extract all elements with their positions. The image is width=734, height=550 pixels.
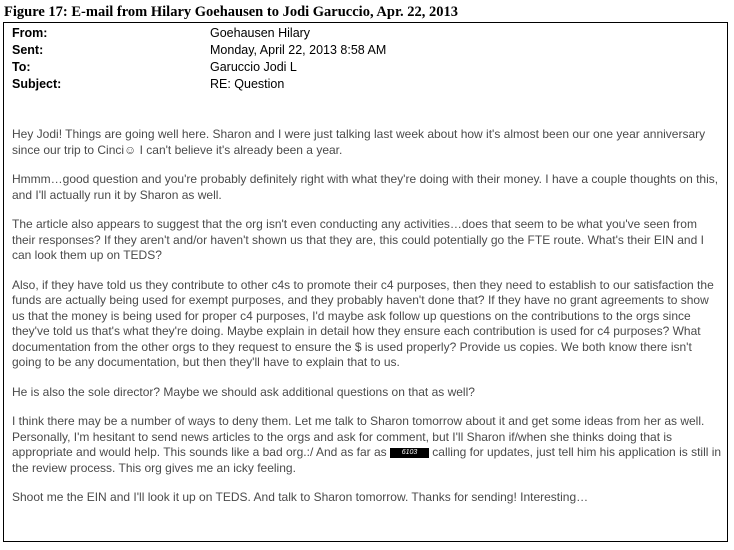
paragraph-question: Hmmm…good question and you're probably definitely right with what they're doing with their money. I have a couple thoughts on this, and I'll actually run it by Sharon as well. (12, 172, 719, 202)
subject-label: Subject: (12, 77, 62, 91)
from-label: From: (12, 26, 48, 40)
paragraph-deny (12, 414, 722, 476)
to-value: Garuccio Jodi L (210, 60, 297, 74)
email-frame (3, 22, 728, 542)
paragraph-closing: Shoot me the EIN and I'll look it up on TEDS. And talk to Sharon tomorrow. Thanks for sending! Interesting… (12, 490, 589, 504)
paragraph-deny-text-1: I think there may be a number of ways to deny them. Let me talk to Sharon tomorrow about it and get some ideas from her as well. Personally, I'm hesitant to send news articles to the orgs and ask for comment, but I'll Sharon if/when she thinks doing that is appropriate and would help. This sounds like a bad org.:/ And as far as (12, 414, 705, 459)
paragraph-deny-text-2: calling for updates, just tell him his application is still in the review process. This org gives me an icky feeling. (12, 445, 722, 475)
redaction-box: 6103 (390, 448, 430, 458)
from-row (12, 25, 386, 42)
paragraph-contributions: Also, if they have told us they contribute to other c4s to promote their c4 purposes, then they need to establish to our satisfaction the funds are actually being used for exempt purposes, and they probably haven't done that? If they have no grant agreements to show us that the money is being used for proper c4 purposes, I'd maybe ask follow up questions on the contributions to the orgs since they've told us that's what they're doing. Maybe explain in detail how they ensure each contribution is used for c4 purposes? What documentation from the other orgs to they request to ensure the $ is used properly? Provide us copies. We both know there isn't going to be any documentation, but then they'll have to explain that to us. (12, 277, 714, 369)
sent-row (12, 42, 386, 59)
sent-value: Monday, April 22, 2013 8:58 AM (210, 43, 387, 57)
subject-value: RE: Question (210, 77, 285, 91)
sent-label: Sent: (12, 43, 44, 57)
paragraph-article: The article also appears to suggest that the org isn't even conducting any activities…does that seem to be what you've seen from their responses? If they aren't and/or haven't shown us that they are, this could potentially go the FTE route. What's their EIN and I can look them up on TEDS? (12, 217, 704, 262)
paragraph-director: He is also the sole director? Maybe we should ask additional questions on that as well? (12, 384, 475, 399)
to-label: To: (12, 60, 31, 74)
subject-row (12, 76, 386, 93)
paragraph-greeting: Hey Jodi! Things are going well here. Sharon and I were just talking last week about how it's almost been our one year anniversary since our trip to Cinci☺ I can't believe it's already been a year. (12, 127, 706, 157)
to-row (12, 59, 386, 76)
figure-title: Figure 17: E-mail from Hilary Goehausen to Jodi Garuccio, Apr. 22, 2013 (4, 4, 459, 20)
from-value: Goehausen Hilary (210, 26, 311, 40)
email-header (12, 25, 386, 93)
email-body (12, 127, 722, 520)
